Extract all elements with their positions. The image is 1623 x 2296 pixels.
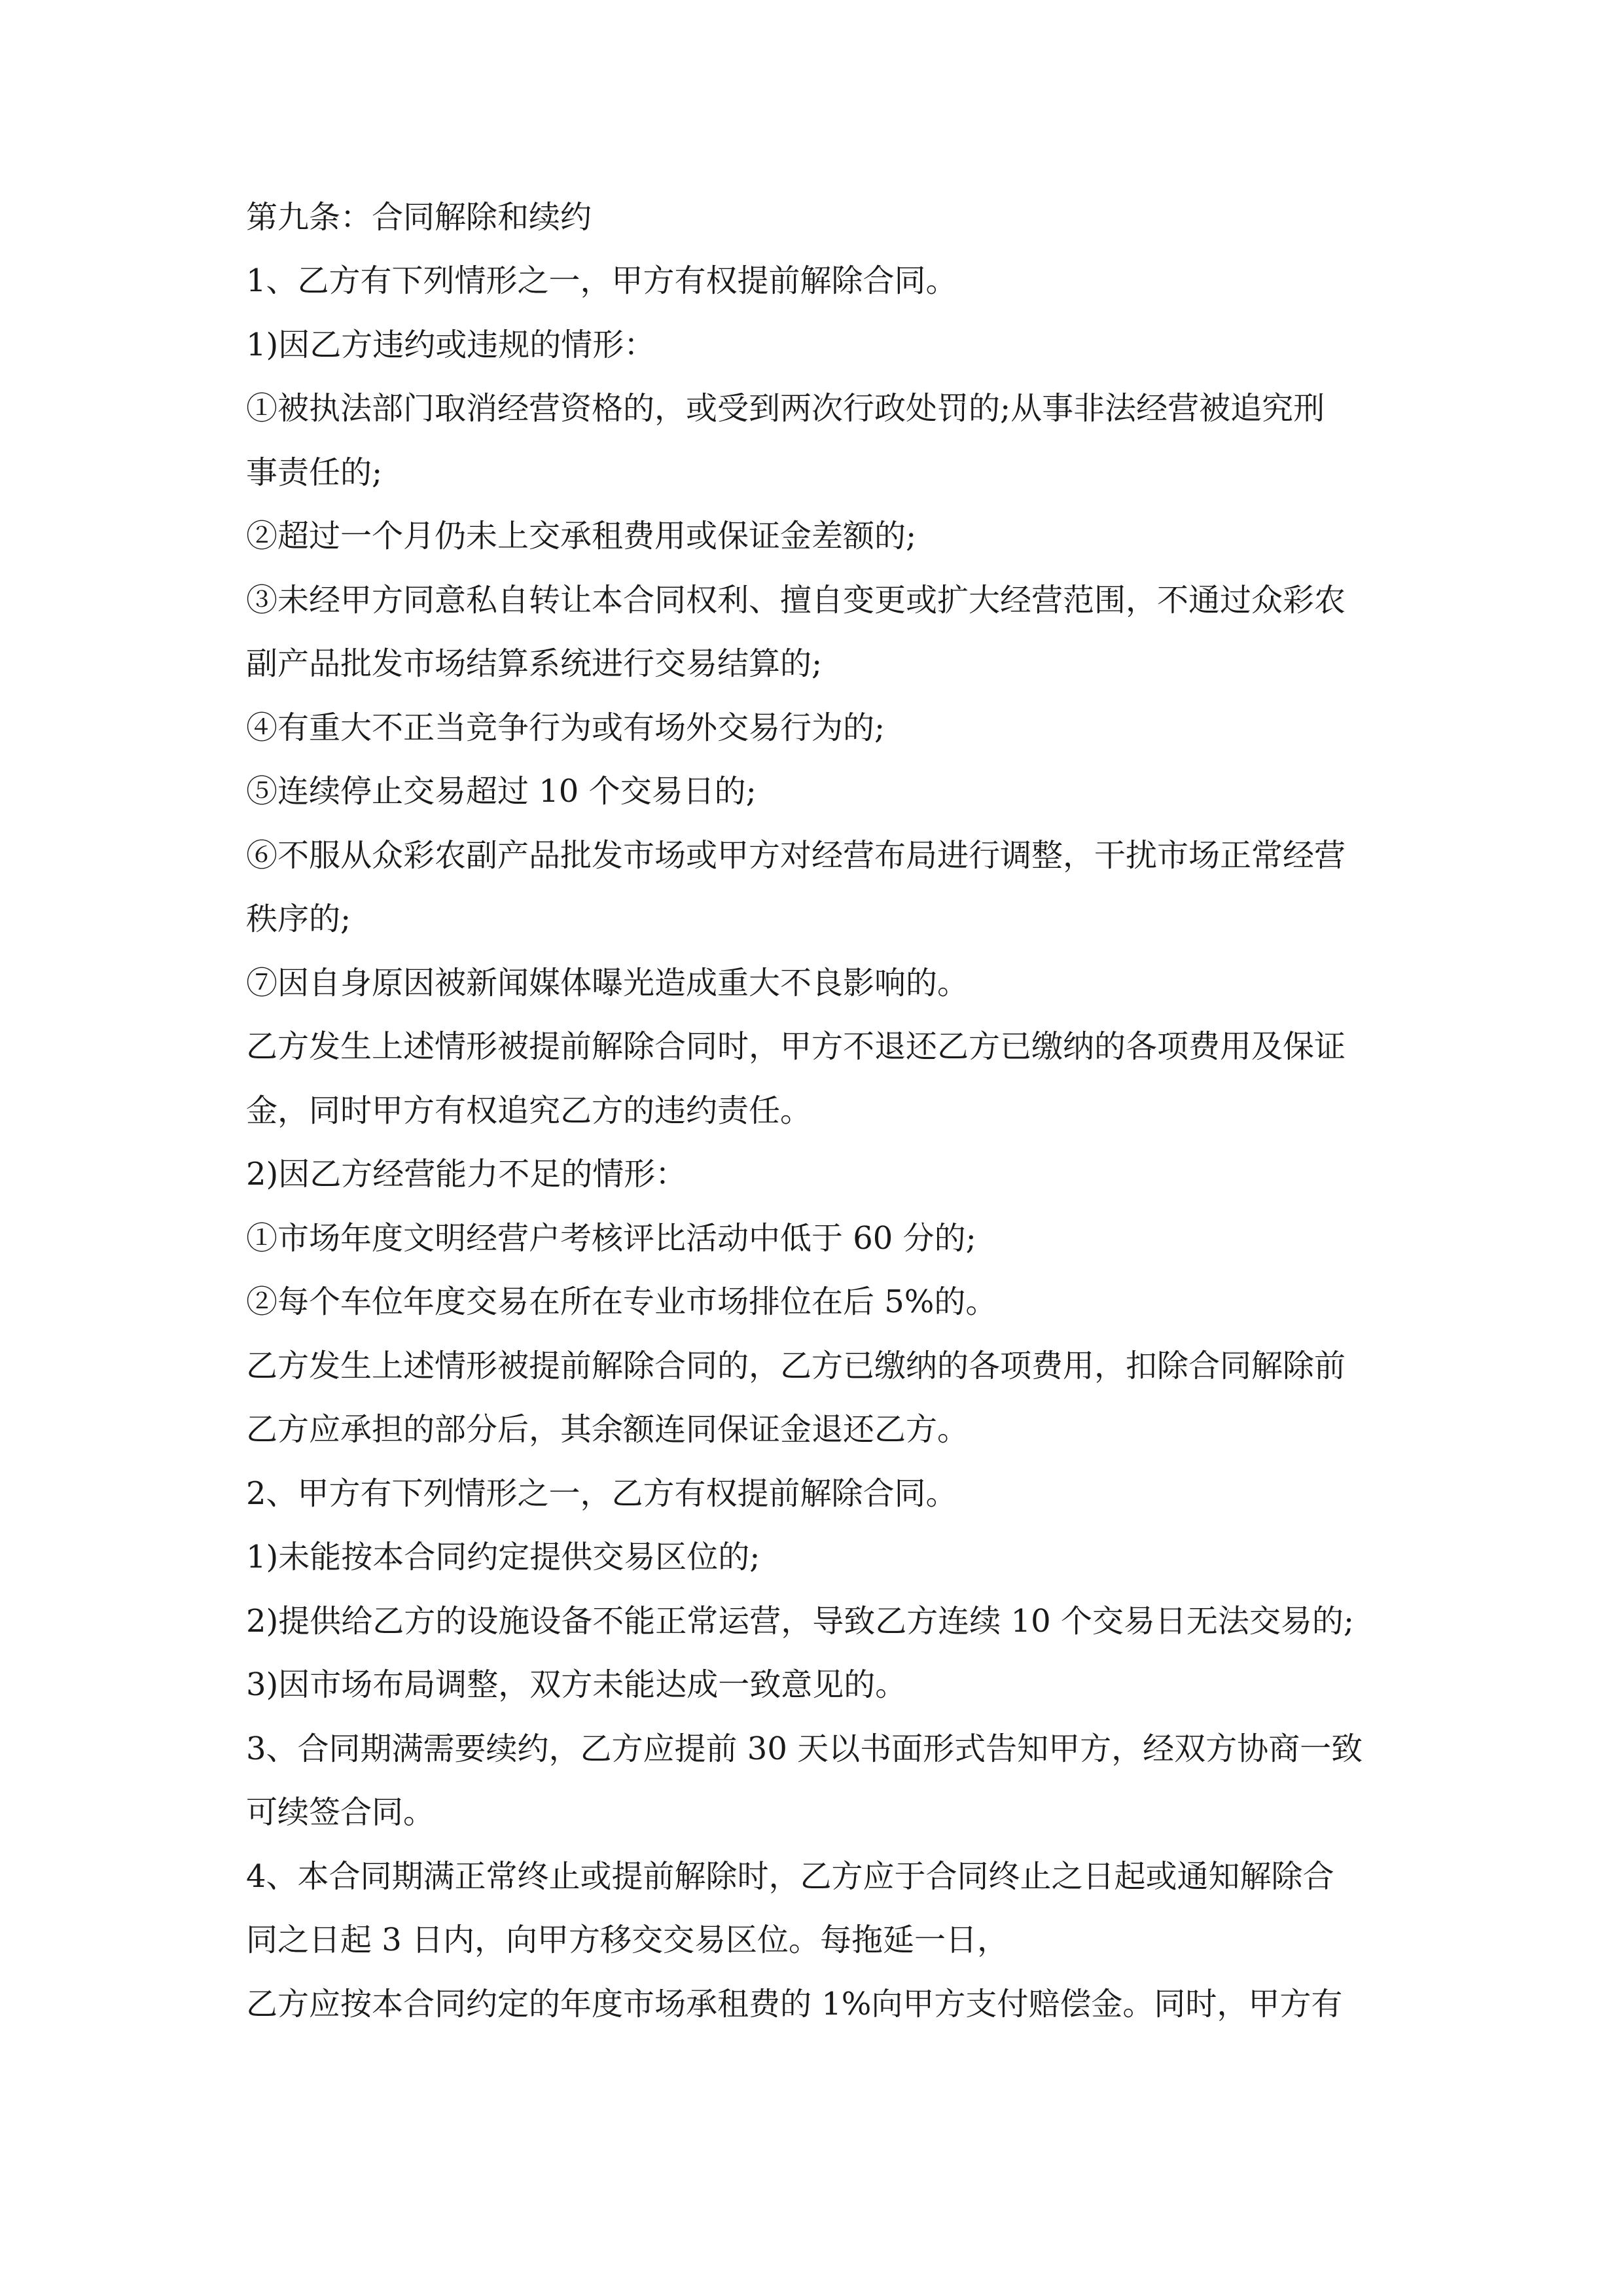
clause-1-intro: 1、乙方有下列情形之一，甲方有权提前解除合同。 [246, 262, 957, 299]
paragraph-line: 可续签合同。 [246, 1794, 435, 1831]
paragraph-line: ②每个车位年度交易在所在专业市场排位在后 5%的。 [246, 1283, 997, 1320]
paragraph-line: ④有重大不正当竞争行为或有场外交易行为的; [246, 709, 885, 746]
article-heading: 第九条：合同解除和续约 [246, 199, 592, 236]
paragraph-line: 同之日起 3 日内，向甲方移交交易区位。每拖延一日， [246, 1922, 1009, 1958]
paragraph-line: 乙方发生上述情形被提前解除合同的，乙方已缴纳的各项费用，扣除合同解除前 [246, 1348, 1346, 1384]
paragraph-line: 乙方应承担的部分后，其余额连同保证金退还乙方。 [246, 1411, 969, 1448]
paragraph-line: 事责任的; [246, 454, 383, 491]
clause-1-subsection-1: 1)因乙方违约或违规的情形： [246, 327, 656, 363]
paragraph-line: ⑥不服从众彩农副产品批发市场或甲方对经营布局进行调整，干扰市场正常经营 [246, 837, 1346, 874]
clause-3: 3、合同期满需要续约，乙方应提前 30 天以书面形式告知甲方，经双方协商一致 [246, 1731, 1363, 1767]
paragraph-line: ⑦因自身原因被新闻媒体曝光造成重大不良影响的。 [246, 965, 969, 1001]
paragraph-line: 2)提供给乙方的设施设备不能正常运营，导致乙方连续 10 个交易日无法交易的; [246, 1603, 1355, 1640]
paragraph-line: 金，同时甲方有权追究乙方的违约责任。 [246, 1092, 812, 1129]
clause-1-subsection-2: 2)因乙方经营能力不足的情形： [246, 1156, 687, 1193]
paragraph-line: ⑤连续停止交易超过 10 个交易日的; [246, 773, 757, 810]
paragraph-line: 1)未能按本合同约定提供交易区位的; [246, 1539, 760, 1575]
paragraph-line: 秩序的; [246, 901, 351, 937]
paragraph-line: ①被执法部门取消经营资格的，或受到两次行政处罚的;从事非法经营被追究刑 [246, 390, 1325, 427]
paragraph-line: ①市场年度文明经营户考核评比活动中低于 60 分的; [246, 1220, 976, 1257]
paragraph-line: 乙方应按本合同约定的年度市场承租费的 1%向甲方支付赔偿金。同时，甲方有 [246, 1986, 1343, 2022]
clause-4: 4、本合同期满正常终止或提前解除时，乙方应于合同终止之日起或通知解除合 [246, 1858, 1334, 1895]
paragraph-line: ②超过一个月仍未上交承租费用或保证金差额的; [246, 518, 917, 554]
paragraph-line: 乙方发生上述情形被提前解除合同时，甲方不退还乙方已缴纳的各项费用及保证 [246, 1028, 1346, 1065]
paragraph-line: ③未经甲方同意私自转让本合同权利、擅自变更或扩大经营范围，不通过众彩农 [246, 582, 1346, 619]
paragraph-line: 副产品批发市场结算系统进行交易结算的; [246, 645, 823, 682]
paragraph-line: 3)因市场布局调整，双方未能达成一致意见的。 [246, 1666, 907, 1703]
clause-2-intro: 2、甲方有下列情形之一，乙方有权提前解除合同。 [246, 1475, 957, 1512]
